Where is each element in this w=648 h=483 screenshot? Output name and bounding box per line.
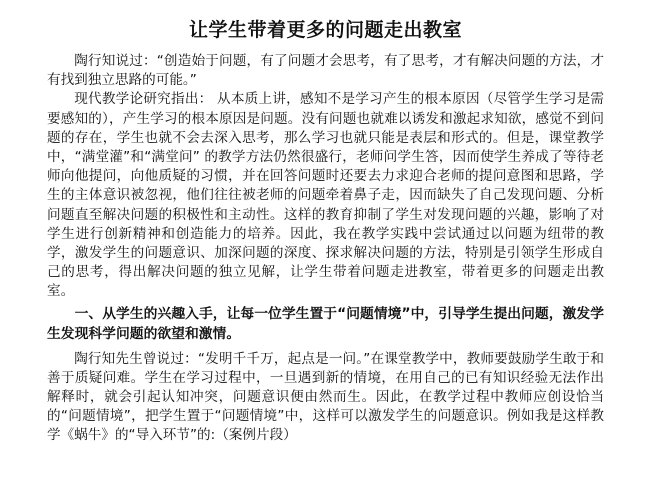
document-title: 让学生带着更多的问题走出教室	[188, 19, 462, 41]
intro-paragraph: 陶行知说过：“创造始于问题，有了问题才会思考，有了思考，才有解决问题的方法，才有找到独立思路的可能。”	[47, 53, 604, 89]
closing-paragraph: 陶行知先生曾说过：“发明千千万，起点是一问。”在课堂教学中，教师要鼓励学生敢于和善于质疑问难。学生在学习过程中，一旦遇到新的情境，在用自己的已有知识经验无法作出解释时，就会引起认知冲突，问题意识便由然而生。因此，在教学过程中教师应创设恰当的“问题情境”，把学生置于“问题情境”中，这样可以激发学生的问题意识。例如我是这样教学《蜗牛》的“导入环节”的:（案例片段）	[47, 350, 604, 444]
section-heading: 一、从学生的兴趣入手，让每一位学生置于“问题情境”中，引导学生提出问题，激发学生发现科学问题的欲望和激情。	[47, 305, 604, 342]
body-paragraph: 现代教学论研究指出： 从本质上讲，感知不是学习产生的根本原因（尽管学生学习是需要感知的），产生学习的根本原因是问题。没有问题也就难以诱发和激起求知欲，感觉不到问题的存在，学生也就不会去深入思考，那么学习也就只能是表层和形式的。但是，课堂教学中，“满堂灌”和“满堂问” 的教学方法仍然很盛行，老师问学生答，因而使学生养成了等待老师向他提问，向他质疑的习惯，并在回答问题时还要去力求迎合老师的提问意图和思路，学生的主体意识被忽视，他们往往被老师的问题牵着鼻子走，因而缺失了自己发现问题、分析问题直至解决问题的积极性和主动性。这样的教育抑制了学生对发现问题的兴趣，影响了对学生进行创新精神和创造能力的培养。因此，我在教学实践中尝试通过以问题为纽带的教学，激发学生的问题意识、加深问题的深度、探求解决问题的方法，特别是引领学生形成自己的思考，得出解决问题的独立见解，让学生带着问题走进教室，带着更多的问题走出教室。	[47, 91, 604, 300]
